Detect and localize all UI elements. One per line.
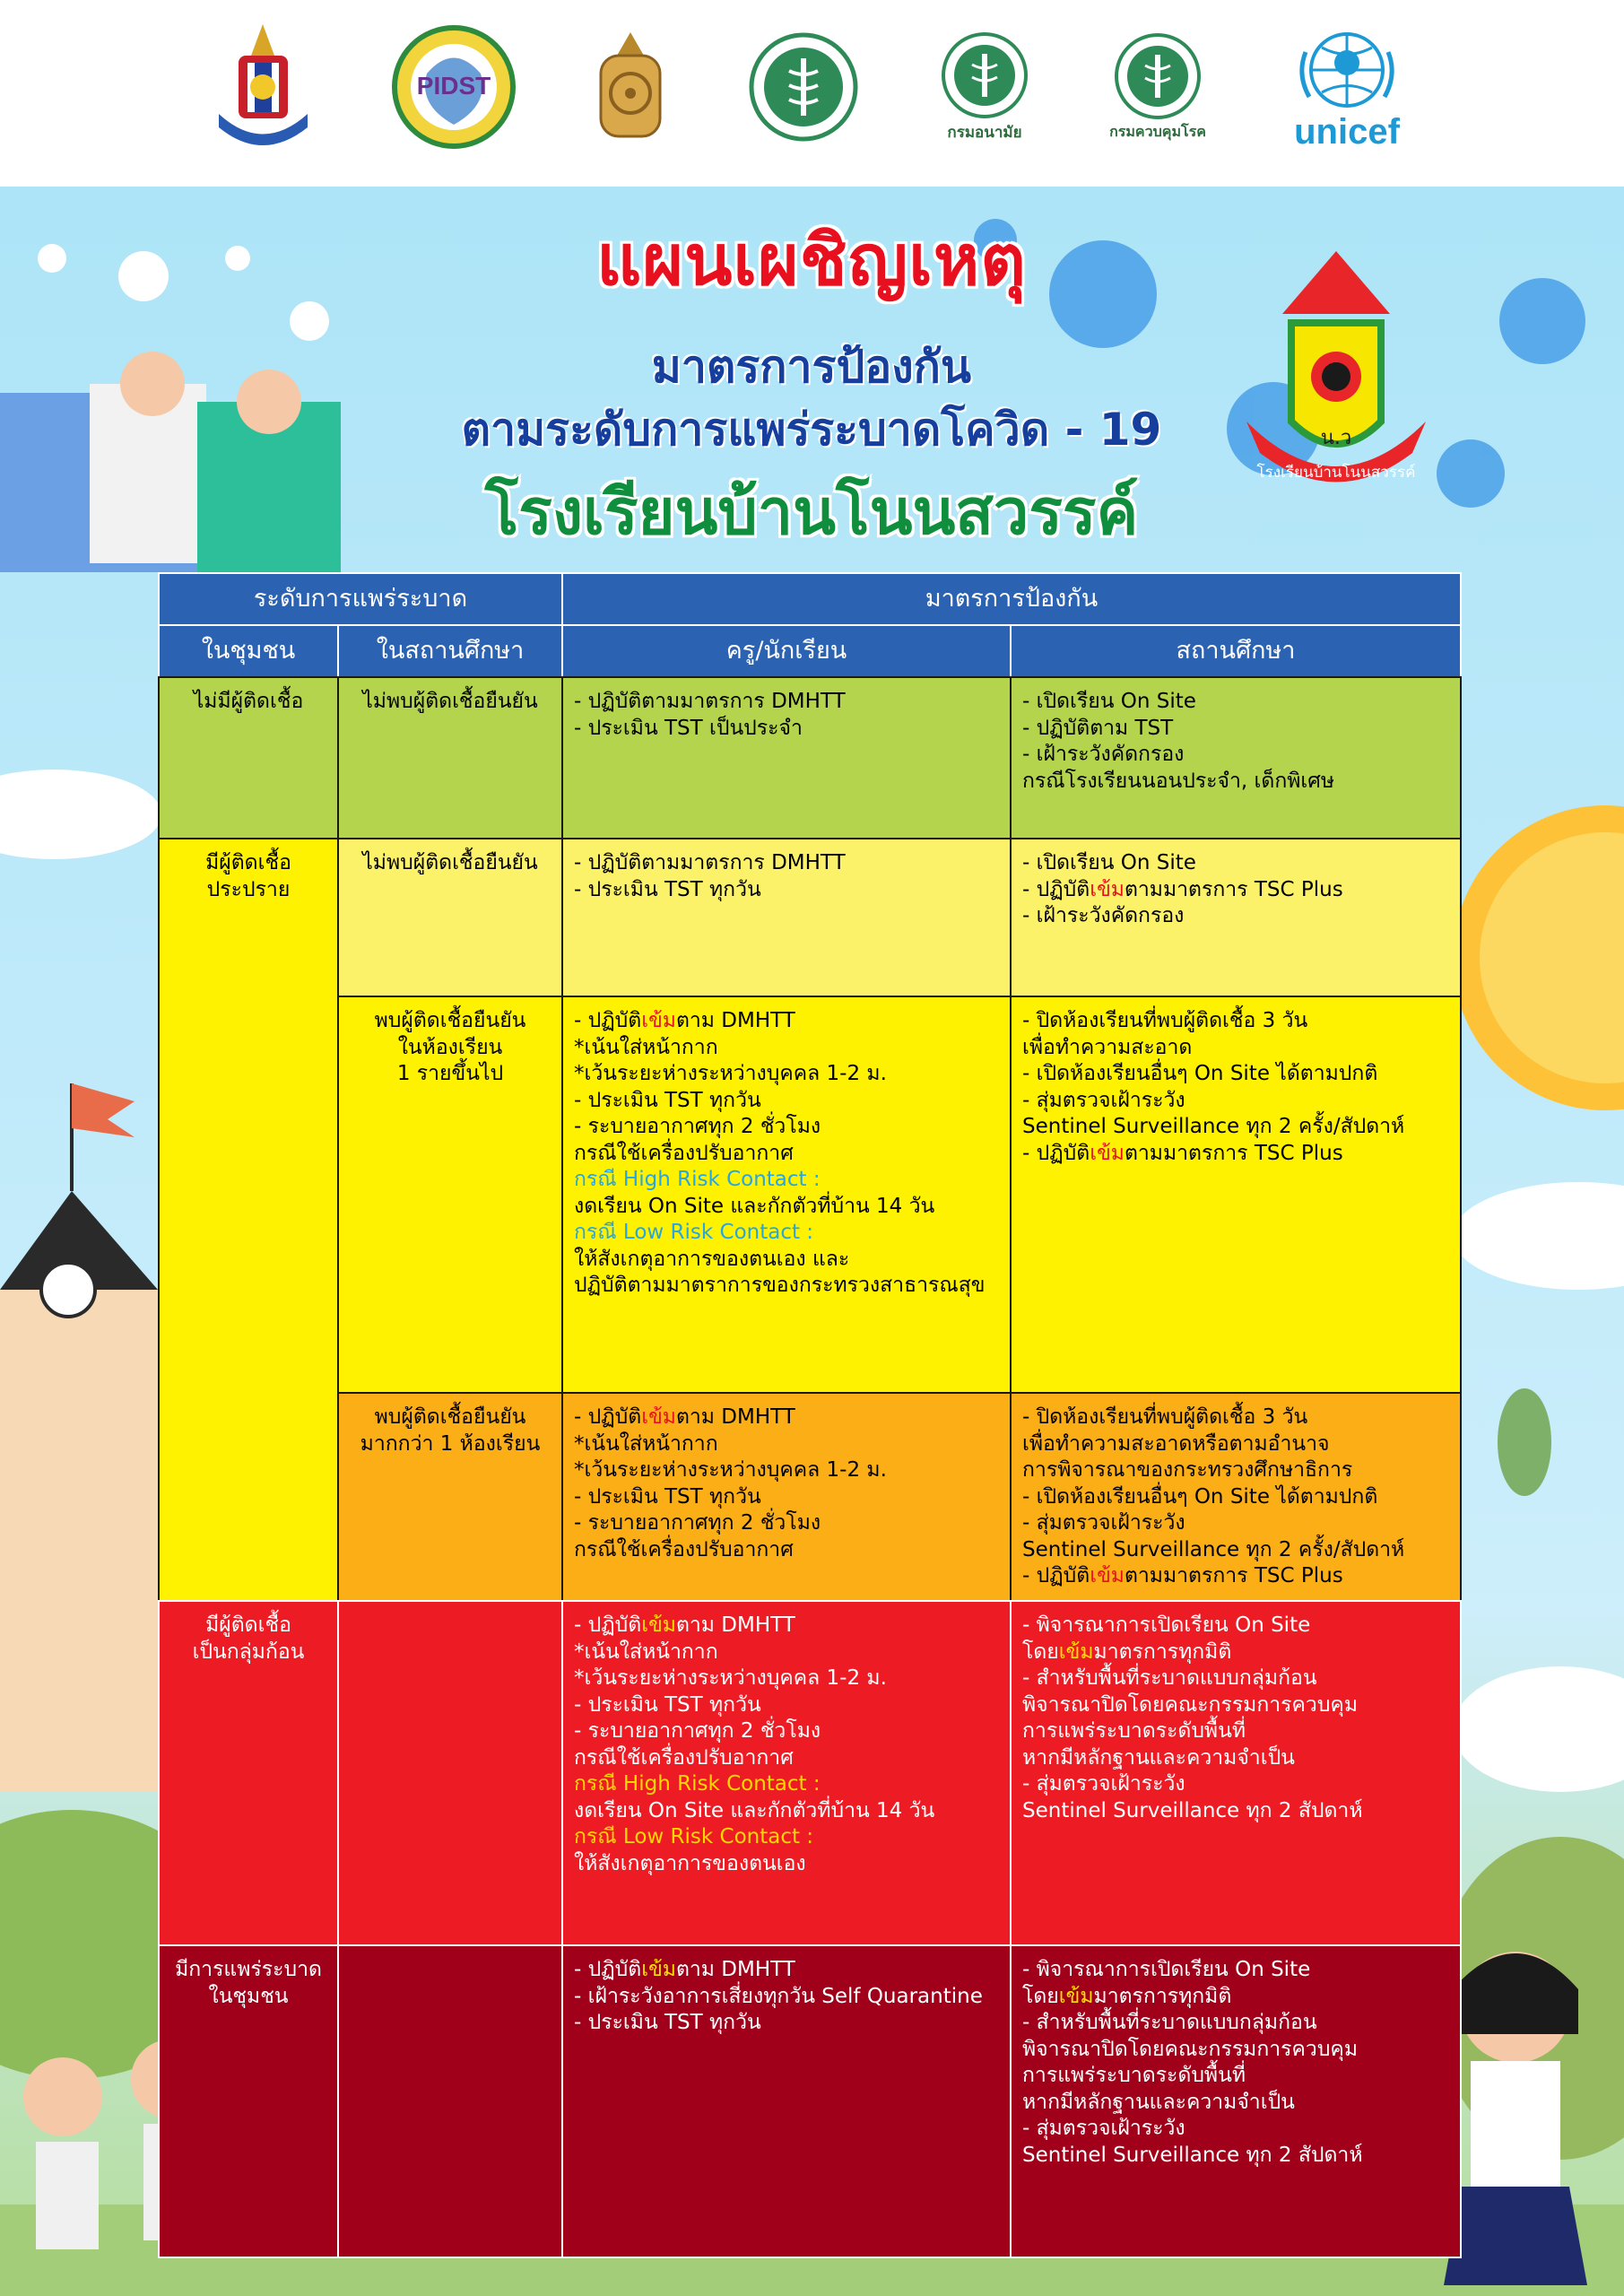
svg-text:โรงเรียนบ้านโนนสวรรค์: โรงเรียนบ้านโนนสวรรค์ xyxy=(1256,464,1416,482)
row3-school: พบผู้ติดเชื้อยืนยัน ในห้องเรียน 1 รายขึ้นไป xyxy=(337,996,563,1394)
moe-emblem-logo xyxy=(212,20,315,154)
prevention-measures-table xyxy=(158,572,1462,2258)
department-disease-control-logo xyxy=(1108,20,1207,154)
svg-text:น.ว: น.ว xyxy=(1320,427,1352,449)
row6-institution-measures: - พิจารณาการเปิดเรียน On Site โดยเข้มมาตรการทุกมิติ - สำหรับพื้นที่ระบาดแบบกลุ่มก้อน พิจารณาปิดโดยคณะกรรมการควบคุม การแพร่ระบาดระดับพื้นที่ หากมีหลักฐานและความจำเป็น - สุ่มตรวจเฝ้าระวัง Sentinel Surveillance ทุก 2 สัปดาห์ xyxy=(1010,1944,1462,2258)
logo-band xyxy=(0,0,1624,187)
row5-institution-measures: - พิจารณาการเปิดเรียน On Site โดยเข้มมาตรการทุกมิติ - สำหรับพื้นที่ระบาดแบบกลุ่มก้อน พิจารณาปิดโดยคณะกรรมการควบคุม การแพร่ระบาดระดับพื้นที่ หากมีหลักฐานและความจำเป็น - สุ่มตรวจเฝ้าระวัง Sentinel Surveillance ทุก 2 สัปดาห์ xyxy=(1010,1600,1462,1946)
ministry-public-health-logo xyxy=(748,20,860,154)
row2-teacher-measures: - ปฏิบัติตามมาตรการ DMHTT - ประเมิน TST ทุกวัน xyxy=(561,838,1012,997)
row1-community: ไม่มีผู้ติดเชื้อ xyxy=(158,676,339,839)
header-teacher-student: ครู/นักเรียน xyxy=(561,624,1012,678)
unicef-label: unicef xyxy=(1294,112,1400,152)
dept-health-label: กรมอนามัย xyxy=(947,123,1022,142)
row4-teacher-measures: - ปฏิบัติเข้มตาม DMHTT *เน้นใส่หน้ากาก *เว้นระยะห่างระหว่างบุคคล 1-2 ม. - ประเมิน TST ทุกวัน - ระบายอากาศทุก 2 ชั่วโมง กรณีใช้เครื่องปรับอากาศ xyxy=(561,1392,1012,1602)
row2-4-community: มีผู้ติดเชื้อ ประปราย xyxy=(158,838,339,1602)
row6-school xyxy=(337,1944,563,2258)
row2-school: ไม่พบผู้ติดเชื้อยืนยัน xyxy=(337,838,563,997)
row2-institution-measures: - เปิดเรียน On Site - ปฏิบัติเข้มตามมาตรการ TSC Plus - เฝ้าระวังคัดกรอง xyxy=(1010,838,1462,997)
dept-disease-label: กรมควบคุมโรค xyxy=(1109,122,1206,140)
header-spread-level: ระดับการแพร่ระบาด xyxy=(158,572,563,626)
row4-school: พบผู้ติดเชื้อยืนยัน มากกว่า 1 ห้องเรียน xyxy=(337,1392,563,1602)
header-community: ในชุมชน xyxy=(158,624,339,678)
row5-teacher-measures: - ปฏิบัติเข้มตาม DMHTT *เน้นใส่หน้ากาก *เว้นระยะห่างระหว่างบุคคล 1-2 ม. - ประเมิน TST ทุกวัน - ระบายอากาศทุก 2 ชั่วโมง กรณีใช้เครื่องปรับอากาศ กรณี High Risk Contact : งดเรียน On Site และกักตัวที่บ้าน 14 วัน กรณี Low Risk Contact : ให้สังเกตุอาการของตนเอง xyxy=(561,1600,1012,1946)
poster-subtitle-2: ตามระดับการแพร่ระบาดโควิด - 19 xyxy=(461,404,1162,456)
row3-teacher-measures: - ปฏิบัติเข้มตาม DMHTT *เน้นใส่หน้ากาก *เว้นระยะห่างระหว่างบุคคล 1-2 ม. - ประเมิน TST ทุกวัน - ระบายอากาศทุก 2 ชั่วโมง กรณีใช้เครื่องปรับอากาศ กรณี High Risk Contact : งดเรียน On Site และกักตัวที่บ้าน 14 วัน กรณี Low Risk Contact : ให้สังเกตุอาการของตนเอง และ ปฏิบัติตามมาตราการของกระทรวงสาธารณสุข xyxy=(561,996,1012,1394)
row5-school xyxy=(337,1600,563,1946)
poster-subtitle-1: มาตรการป้องกัน xyxy=(651,341,972,393)
row1-teacher-measures: - ปฏิบัติตามมาตรการ DMHTT - ประเมิน TST เป็นประจำ xyxy=(561,676,1012,839)
row6-community: มีการแพร่ระบาด ในชุมชน xyxy=(158,1944,339,2258)
row6-teacher-measures: - ปฏิบัติเข้มตาม DMHTT - เฝ้าระวังอาการเสี่ยงทุกวัน Self Quarantine - ประเมิน TST ทุกวัน xyxy=(561,1944,1012,2258)
department-of-health-logo xyxy=(940,20,1029,154)
row4-institution-measures: - ปิดห้องเรียนที่พบผู้ติดเชื้อ 3 วัน เพื่อทำความสะอาดหรือตามอำนาจ การพิจารณาของกระทรวงศึกษาธิการ - เปิดห้องเรียนอื่นๆ On Site ได้ตามปกติ - สุ่มตรวจเฝ้าระวัง Sentinel Surveillance ทุก 2 ครั้ง/สัปดาห์ - ปฏิบัติเข้มตามมาตรการ TSC Plus xyxy=(1010,1392,1462,1602)
row1-school: ไม่พบผู้ติดเชื้อยืนยัน xyxy=(337,676,563,839)
header-school: ในสถานศึกษา xyxy=(337,624,563,678)
row1-institution-measures: - เปิดเรียน On Site - ปฏิบัติตาม TST - เฝ้าระวังคัดกรอง กรณีโรงเรียนนอนประจำ, เด็กพิเศษ xyxy=(1010,676,1462,839)
row5-community: มีผู้ติดเชื้อ เป็นกลุ่มก้อน xyxy=(158,1600,339,1946)
dharma-wheel-logo xyxy=(590,20,671,154)
poster-title: แผนเผชิญเหตุ xyxy=(596,221,1027,301)
row3-institution-measures: - ปิดห้องเรียนที่พบผู้ติดเชื้อ 3 วัน เพื่อทำความสะอาด - เปิดห้องเรียนอื่นๆ On Site ได้ตามปกติ - สุ่มตรวจเฝ้าระวัง Sentinel Surveillance ทุก 2 ครั้ง/สัปดาห์ - ปฏิบัติเข้มตามมาตรการ TSC Plus xyxy=(1010,996,1462,1394)
header-prevention: มาตรการป้องกัน xyxy=(561,572,1462,626)
header-institution: สถานศึกษา xyxy=(1010,624,1462,678)
school-name: โรงเรียนบ้านโนนสวรรค์ xyxy=(484,475,1139,549)
unicef-logo xyxy=(1284,20,1410,154)
pidst-logo xyxy=(391,20,517,154)
svg-text:PIDST: PIDST xyxy=(416,72,491,100)
